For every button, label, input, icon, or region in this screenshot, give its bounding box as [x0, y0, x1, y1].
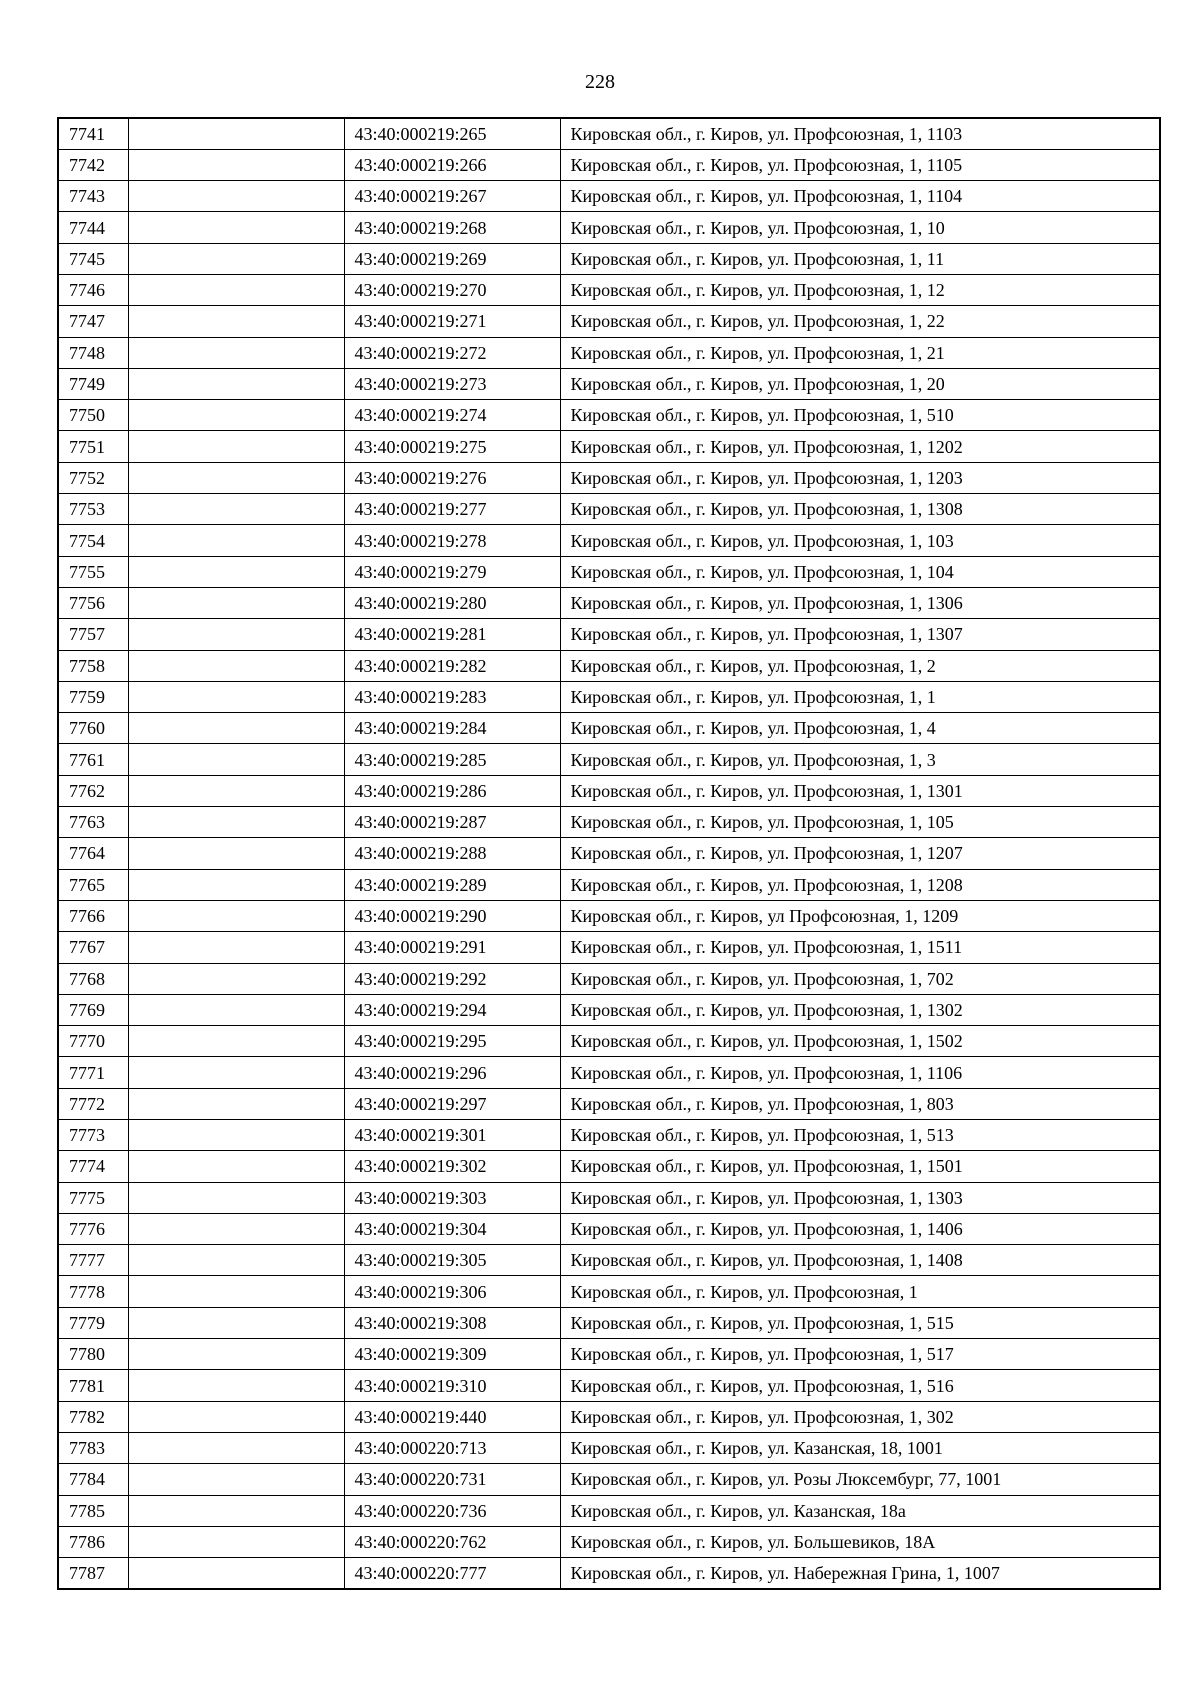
- cadastral-number-cell: 43:40:000220:762: [344, 1526, 560, 1557]
- cadastral-number-cell: 43:40:000219:309: [344, 1339, 560, 1370]
- row-number-cell: 7777: [58, 1245, 128, 1276]
- row-number-cell: 7763: [58, 807, 128, 838]
- blank-cell: [128, 181, 344, 212]
- cadastral-number-cell: 43:40:000219:269: [344, 243, 560, 274]
- blank-cell: [128, 807, 344, 838]
- address-cell: Кировская обл., г. Киров, ул. Профсоюзная, 1, 1408: [560, 1245, 1160, 1276]
- cadastral-number-cell: 43:40:000219:440: [344, 1401, 560, 1432]
- table-row: [58, 462, 1160, 493]
- cadastral-number-cell: 43:40:000219:278: [344, 525, 560, 556]
- address-cell: Кировская обл., г. Киров, ул. Профсоюзная, 1, 1306: [560, 587, 1160, 618]
- page-number: 228: [585, 71, 615, 93]
- table-row: [58, 1276, 1160, 1307]
- blank-cell: [128, 462, 344, 493]
- blank-cell: [128, 1558, 344, 1589]
- cadastral-number-cell: 43:40:000219:265: [344, 118, 560, 149]
- cadastral-number-cell: 43:40:000220:777: [344, 1558, 560, 1589]
- cadastral-number-cell: 43:40:000219:302: [344, 1151, 560, 1182]
- address-cell: Кировская обл., г. Киров, ул. Профсоюзная, 1, 513: [560, 1120, 1160, 1151]
- cadastral-number-cell: 43:40:000219:288: [344, 838, 560, 869]
- row-number-cell: 7782: [58, 1401, 128, 1432]
- address-cell: Кировская обл., г. Киров, ул. Профсоюзная, 1, 702: [560, 963, 1160, 994]
- cadastral-number-cell: 43:40:000219:280: [344, 587, 560, 618]
- table-row: [58, 1339, 1160, 1370]
- table-row: [58, 337, 1160, 368]
- address-cell: Кировская обл., г. Киров, ул. Профсоюзная, 1, 1: [560, 681, 1160, 712]
- row-number-cell: 7768: [58, 963, 128, 994]
- address-cell: Кировская обл., г. Киров, ул. Профсоюзная, 1: [560, 1276, 1160, 1307]
- cadastral-number-cell: 43:40:000219:276: [344, 462, 560, 493]
- address-cell: Кировская обл., г. Киров, ул. Профсоюзная, 1, 12: [560, 274, 1160, 305]
- row-number-cell: 7751: [58, 431, 128, 462]
- blank-cell: [128, 1432, 344, 1463]
- cadastral-number-cell: 43:40:000219:270: [344, 274, 560, 305]
- table-row: [58, 494, 1160, 525]
- blank-cell: [128, 744, 344, 775]
- address-cell: Кировская обл., г. Киров, ул. Профсоюзная, 1, 1104: [560, 181, 1160, 212]
- table-row: [58, 1370, 1160, 1401]
- address-cell: Кировская обл., г. Киров, ул. Профсоюзная, 1, 1202: [560, 431, 1160, 462]
- cadastral-number-cell: 43:40:000219:289: [344, 869, 560, 900]
- table-row: [58, 963, 1160, 994]
- cadastral-number-cell: 43:40:000219:306: [344, 1276, 560, 1307]
- cadastral-number-cell: 43:40:000219:296: [344, 1057, 560, 1088]
- table-row: [58, 212, 1160, 243]
- blank-cell: [128, 556, 344, 587]
- blank-cell: [128, 243, 344, 274]
- table-row: [58, 181, 1160, 212]
- row-number-cell: 7753: [58, 494, 128, 525]
- row-number-cell: 7754: [58, 525, 128, 556]
- cadastral-number-cell: 43:40:000219:291: [344, 932, 560, 963]
- blank-cell: [128, 431, 344, 462]
- table-row: [58, 149, 1160, 180]
- blank-cell: [128, 775, 344, 806]
- blank-cell: [128, 713, 344, 744]
- table-row: [58, 1088, 1160, 1119]
- row-number-cell: 7770: [58, 1026, 128, 1057]
- cadastral-number-cell: 43:40:000219:301: [344, 1120, 560, 1151]
- table-row: [58, 1526, 1160, 1557]
- cadastral-number-cell: 43:40:000219:297: [344, 1088, 560, 1119]
- address-cell: Кировская обл., г. Киров, ул. Профсоюзная, 1, 1406: [560, 1213, 1160, 1244]
- table-row: [58, 1245, 1160, 1276]
- cadastral-number-cell: 43:40:000219:284: [344, 713, 560, 744]
- blank-cell: [128, 1276, 344, 1307]
- table-row: [58, 1213, 1160, 1244]
- table-row: [58, 1120, 1160, 1151]
- cadastral-number-cell: 43:40:000219:290: [344, 900, 560, 931]
- cadastral-number-cell: 43:40:000219:274: [344, 400, 560, 431]
- cadastral-number-cell: 43:40:000219:308: [344, 1307, 560, 1338]
- table-row: [58, 650, 1160, 681]
- cadastral-number-cell: 43:40:000219:304: [344, 1213, 560, 1244]
- blank-cell: [128, 1464, 344, 1495]
- blank-cell: [128, 869, 344, 900]
- cadastral-number-cell: 43:40:000219:266: [344, 149, 560, 180]
- blank-cell: [128, 368, 344, 399]
- table-row: [58, 775, 1160, 806]
- table-row: [58, 274, 1160, 305]
- address-cell: Кировская обл., г. Киров, ул. Казанская, 18, 1001: [560, 1432, 1160, 1463]
- cadastral-number-cell: 43:40:000219:271: [344, 306, 560, 337]
- blank-cell: [128, 838, 344, 869]
- blank-cell: [128, 494, 344, 525]
- table-row: [58, 869, 1160, 900]
- row-number-cell: 7752: [58, 462, 128, 493]
- row-number-cell: 7760: [58, 713, 128, 744]
- row-number-cell: 7783: [58, 1432, 128, 1463]
- address-cell: Кировская обл., г. Киров, ул. Профсоюзная, 1, 1105: [560, 149, 1160, 180]
- address-cell: Кировская обл., г. Киров, ул. Профсоюзная, 1, 105: [560, 807, 1160, 838]
- blank-cell: [128, 118, 344, 149]
- row-number-cell: 7748: [58, 337, 128, 368]
- cadastral-number-cell: 43:40:000219:286: [344, 775, 560, 806]
- table-row: [58, 118, 1160, 149]
- blank-cell: [128, 149, 344, 180]
- blank-cell: [128, 963, 344, 994]
- row-number-cell: 7745: [58, 243, 128, 274]
- address-cell: Кировская обл., г. Киров, ул. Профсоюзная, 1, 1303: [560, 1182, 1160, 1213]
- row-number-cell: 7756: [58, 587, 128, 618]
- row-number-cell: 7786: [58, 1526, 128, 1557]
- row-number-cell: 7746: [58, 274, 128, 305]
- blank-cell: [128, 1151, 344, 1182]
- blank-cell: [128, 900, 344, 931]
- row-number-cell: 7781: [58, 1370, 128, 1401]
- address-cell: Кировская обл., г. Киров, ул. Профсоюзная, 1, 803: [560, 1088, 1160, 1119]
- table-row: [58, 838, 1160, 869]
- row-number-cell: 7776: [58, 1213, 128, 1244]
- row-number-cell: 7755: [58, 556, 128, 587]
- table-row: [58, 900, 1160, 931]
- address-cell: Кировская обл., г. Киров, ул. Профсоюзная, 1, 510: [560, 400, 1160, 431]
- address-cell: Кировская обл., г. Киров, ул. Профсоюзная, 1, 1511: [560, 932, 1160, 963]
- table-row: [58, 713, 1160, 744]
- address-cell: Кировская обл., г. Киров, ул. Профсоюзная, 1, 104: [560, 556, 1160, 587]
- row-number-cell: 7744: [58, 212, 128, 243]
- cadastral-number-cell: 43:40:000219:281: [344, 619, 560, 650]
- row-number-cell: 7771: [58, 1057, 128, 1088]
- cadastral-number-cell: 43:40:000219:272: [344, 337, 560, 368]
- table-row: [58, 932, 1160, 963]
- table-row: [58, 1182, 1160, 1213]
- blank-cell: [128, 1401, 344, 1432]
- blank-cell: [128, 1339, 344, 1370]
- cadastral-number-cell: 43:40:000219:303: [344, 1182, 560, 1213]
- blank-cell: [128, 1026, 344, 1057]
- cadastral-number-cell: 43:40:000220:736: [344, 1495, 560, 1526]
- blank-cell: [128, 587, 344, 618]
- address-cell: Кировская обл., г. Киров, ул. Профсоюзная, 1, 2: [560, 650, 1160, 681]
- blank-cell: [128, 525, 344, 556]
- blank-cell: [128, 1307, 344, 1338]
- row-number-cell: 7784: [58, 1464, 128, 1495]
- row-number-cell: 7764: [58, 838, 128, 869]
- blank-cell: [128, 400, 344, 431]
- cadastral-number-cell: 43:40:000219:267: [344, 181, 560, 212]
- address-cell: Кировская обл., г. Киров, ул. Профсоюзная, 1, 1501: [560, 1151, 1160, 1182]
- cadastral-number-cell: 43:40:000220:713: [344, 1432, 560, 1463]
- registry-table-body: [58, 118, 1160, 1589]
- blank-cell: [128, 681, 344, 712]
- row-number-cell: 7747: [58, 306, 128, 337]
- row-number-cell: 7785: [58, 1495, 128, 1526]
- address-cell: Кировская обл., г. Киров, ул. Профсоюзная, 1, 1301: [560, 775, 1160, 806]
- table-row: [58, 1432, 1160, 1463]
- row-number-cell: 7787: [58, 1558, 128, 1589]
- address-cell: Кировская обл., г. Киров, ул. Профсоюзная, 1, 517: [560, 1339, 1160, 1370]
- address-cell: Кировская обл., г. Киров, ул. Профсоюзная, 1, 1106: [560, 1057, 1160, 1088]
- cadastral-number-cell: 43:40:000219:275: [344, 431, 560, 462]
- blank-cell: [128, 1495, 344, 1526]
- blank-cell: [128, 337, 344, 368]
- address-cell: Кировская обл., г. Киров, ул. Профсоюзная, 1, 515: [560, 1307, 1160, 1338]
- table-row: [58, 525, 1160, 556]
- registry-table: [57, 117, 1161, 1590]
- table-row: [58, 681, 1160, 712]
- table-row: [58, 1464, 1160, 1495]
- blank-cell: [128, 1120, 344, 1151]
- blank-cell: [128, 932, 344, 963]
- address-cell: Кировская обл., г. Киров, ул Профсоюзная, 1, 1209: [560, 900, 1160, 931]
- row-number-cell: 7758: [58, 650, 128, 681]
- address-cell: Кировская обл., г. Киров, ул. Профсоюзная, 1, 21: [560, 337, 1160, 368]
- cadastral-number-cell: 43:40:000219:285: [344, 744, 560, 775]
- cadastral-number-cell: 43:40:000219:295: [344, 1026, 560, 1057]
- table-row: [58, 1495, 1160, 1526]
- cadastral-number-cell: 43:40:000220:731: [344, 1464, 560, 1495]
- address-cell: Кировская обл., г. Киров, ул. Профсоюзная, 1, 302: [560, 1401, 1160, 1432]
- address-cell: Кировская обл., г. Киров, ул. Казанская, 18а: [560, 1495, 1160, 1526]
- table-row: [58, 368, 1160, 399]
- table-row: [58, 1026, 1160, 1057]
- cadastral-number-cell: 43:40:000219:287: [344, 807, 560, 838]
- table-row: [58, 619, 1160, 650]
- cadastral-number-cell: 43:40:000219:305: [344, 1245, 560, 1276]
- row-number-cell: 7767: [58, 932, 128, 963]
- cadastral-number-cell: 43:40:000219:310: [344, 1370, 560, 1401]
- row-number-cell: 7775: [58, 1182, 128, 1213]
- address-cell: Кировская обл., г. Киров, ул. Профсоюзная, 1, 1308: [560, 494, 1160, 525]
- table-row: [58, 1151, 1160, 1182]
- blank-cell: [128, 650, 344, 681]
- blank-cell: [128, 1088, 344, 1119]
- address-cell: Кировская обл., г. Киров, ул. Профсоюзная, 1, 1103: [560, 118, 1160, 149]
- table-row: [58, 556, 1160, 587]
- row-number-cell: 7780: [58, 1339, 128, 1370]
- cadastral-number-cell: 43:40:000219:273: [344, 368, 560, 399]
- table-row: [58, 243, 1160, 274]
- address-cell: Кировская обл., г. Киров, ул. Профсоюзная, 1, 3: [560, 744, 1160, 775]
- address-cell: Кировская обл., г. Киров, ул. Профсоюзная, 1, 22: [560, 306, 1160, 337]
- cadastral-number-cell: 43:40:000219:294: [344, 994, 560, 1025]
- row-number-cell: 7766: [58, 900, 128, 931]
- blank-cell: [128, 1213, 344, 1244]
- row-number-cell: 7765: [58, 869, 128, 900]
- row-number-cell: 7774: [58, 1151, 128, 1182]
- address-cell: Кировская обл., г. Киров, ул. Профсоюзная, 1, 1207: [560, 838, 1160, 869]
- table-row: [58, 1401, 1160, 1432]
- cadastral-number-cell: 43:40:000219:282: [344, 650, 560, 681]
- address-cell: Кировская обл., г. Киров, ул. Профсоюзная, 1, 11: [560, 243, 1160, 274]
- row-number-cell: 7779: [58, 1307, 128, 1338]
- address-cell: Кировская обл., г. Киров, ул. Профсоюзная, 1, 4: [560, 713, 1160, 744]
- row-number-cell: 7741: [58, 118, 128, 149]
- table-row: [58, 994, 1160, 1025]
- row-number-cell: 7772: [58, 1088, 128, 1119]
- blank-cell: [128, 994, 344, 1025]
- table-row: [58, 306, 1160, 337]
- blank-cell: [128, 212, 344, 243]
- row-number-cell: 7750: [58, 400, 128, 431]
- address-cell: Кировская обл., г. Киров, ул. Профсоюзная, 1, 10: [560, 212, 1160, 243]
- blank-cell: [128, 274, 344, 305]
- row-number-cell: 7769: [58, 994, 128, 1025]
- address-cell: Кировская обл., г. Киров, ул. Профсоюзная, 1, 1203: [560, 462, 1160, 493]
- blank-cell: [128, 1057, 344, 1088]
- table-row: [58, 807, 1160, 838]
- row-number-cell: 7742: [58, 149, 128, 180]
- row-number-cell: 7773: [58, 1120, 128, 1151]
- blank-cell: [128, 1245, 344, 1276]
- address-cell: Кировская обл., г. Киров, ул. Профсоюзная, 1, 1502: [560, 1026, 1160, 1057]
- row-number-cell: 7749: [58, 368, 128, 399]
- cadastral-number-cell: 43:40:000219:279: [344, 556, 560, 587]
- address-cell: Кировская обл., г. Киров, ул. Большевиков, 18А: [560, 1526, 1160, 1557]
- cadastral-number-cell: 43:40:000219:277: [344, 494, 560, 525]
- row-number-cell: 7762: [58, 775, 128, 806]
- table-row: [58, 1307, 1160, 1338]
- address-cell: Кировская обл., г. Киров, ул. Профсоюзная, 1, 103: [560, 525, 1160, 556]
- table-row: [58, 400, 1160, 431]
- row-number-cell: 7757: [58, 619, 128, 650]
- blank-cell: [128, 619, 344, 650]
- address-cell: Кировская обл., г. Киров, ул. Профсоюзная, 1, 516: [560, 1370, 1160, 1401]
- address-cell: Кировская обл., г. Киров, ул. Набережная Грина, 1, 1007: [560, 1558, 1160, 1589]
- blank-cell: [128, 1526, 344, 1557]
- address-cell: Кировская обл., г. Киров, ул. Профсоюзная, 1, 1307: [560, 619, 1160, 650]
- table-row: [58, 1558, 1160, 1589]
- table-row: [58, 744, 1160, 775]
- address-cell: Кировская обл., г. Киров, ул. Профсоюзная, 1, 1208: [560, 869, 1160, 900]
- row-number-cell: 7778: [58, 1276, 128, 1307]
- table-row: [58, 431, 1160, 462]
- table-row: [58, 587, 1160, 618]
- blank-cell: [128, 306, 344, 337]
- row-number-cell: 7743: [58, 181, 128, 212]
- address-cell: Кировская обл., г. Киров, ул. Розы Люксембург, 77, 1001: [560, 1464, 1160, 1495]
- address-cell: Кировская обл., г. Киров, ул. Профсоюзная, 1, 1302: [560, 994, 1160, 1025]
- cadastral-number-cell: 43:40:000219:283: [344, 681, 560, 712]
- cadastral-number-cell: 43:40:000219:292: [344, 963, 560, 994]
- blank-cell: [128, 1370, 344, 1401]
- row-number-cell: 7761: [58, 744, 128, 775]
- blank-cell: [128, 1182, 344, 1213]
- table-row: [58, 1057, 1160, 1088]
- row-number-cell: 7759: [58, 681, 128, 712]
- address-cell: Кировская обл., г. Киров, ул. Профсоюзная, 1, 20: [560, 368, 1160, 399]
- cadastral-number-cell: 43:40:000219:268: [344, 212, 560, 243]
